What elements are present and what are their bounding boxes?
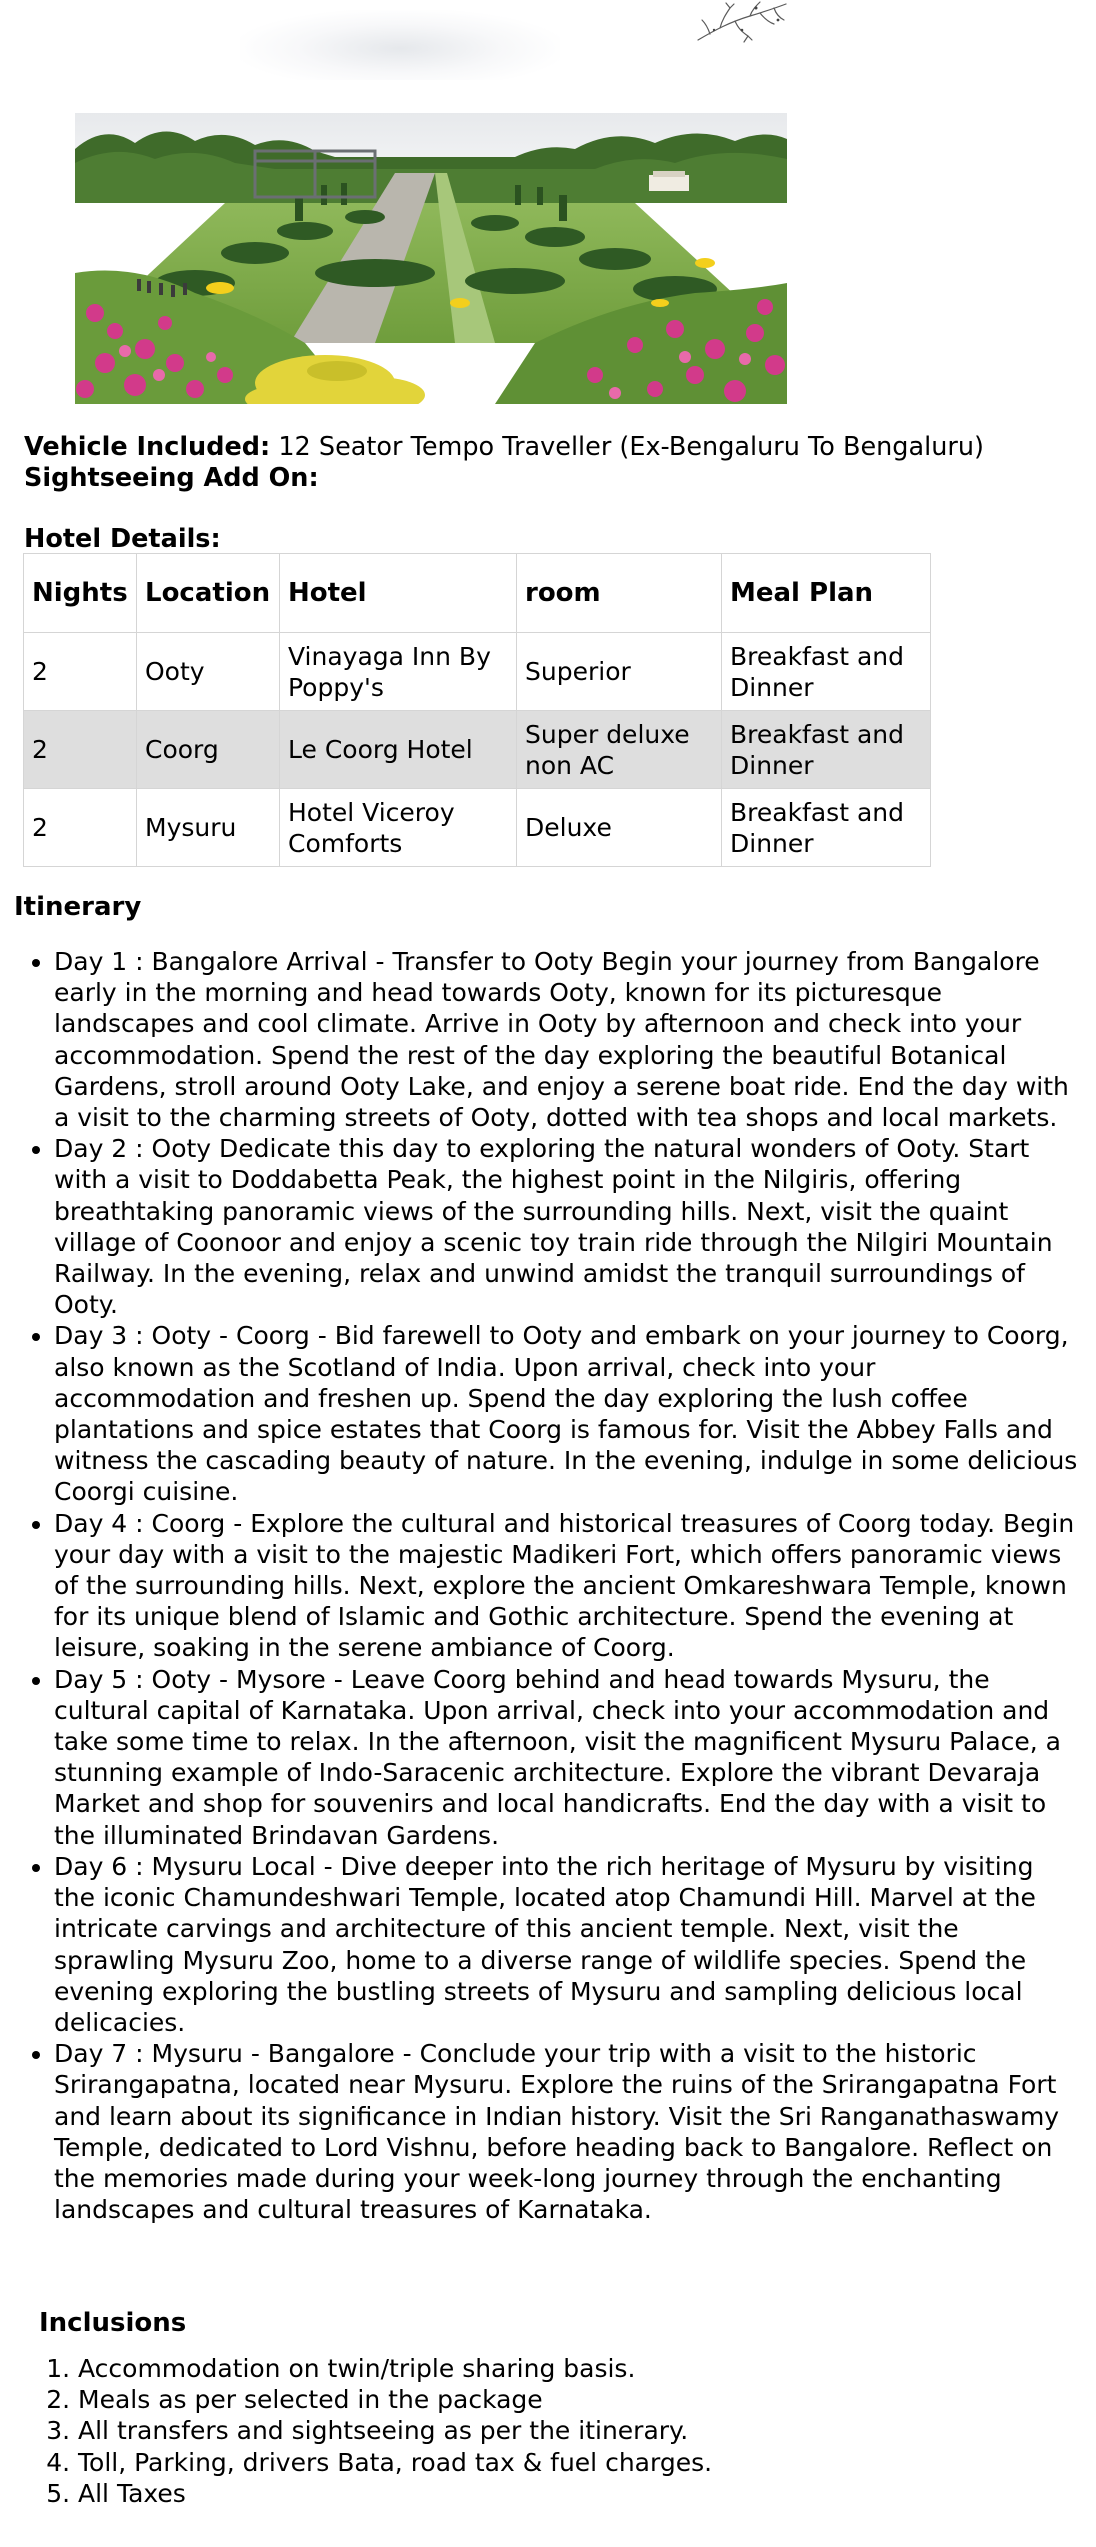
inclusions-list: [0, 2353, 1080, 2509]
inclusion-item: 1. Accommodation on twin/triple sharing basis.: [78, 2353, 1080, 2384]
top-decoration: [0, 0, 1096, 110]
column-header: Location: [137, 554, 280, 633]
table-cell: Mysuru: [137, 789, 280, 867]
column-header: room: [517, 554, 722, 633]
table-row: [24, 633, 931, 711]
garden-photo: [75, 113, 787, 404]
hotel-details-heading: Hotel Details:: [24, 524, 221, 554]
table-cell: Hotel Viceroy Comforts: [280, 789, 517, 867]
itinerary-day: • Day 1 : Bangalore Arrival - Transfer to Ooty Begin your journey from Bangalore early in the morning and head towards Ooty, known for its picturesque landscapes and cool climate. Arrive in Ooty by afternoon and check into your accommodation. Spend the rest of the day exploring the beautiful Botanical Gardens, stroll around Ooty Lake, and enjoy a serene boat ride. End the day with a visit to the charming streets of Ooty, dotted with tea shops and local markets.: [54, 946, 1080, 1133]
table-row: [24, 711, 931, 789]
sightseeing-label: Sightseeing Add On:: [24, 463, 319, 493]
itinerary-heading: Itinerary: [14, 892, 142, 922]
hotel-details-table: [23, 553, 931, 867]
inclusions-heading: Inclusions: [39, 2308, 187, 2338]
inclusion-item: 5. All Taxes: [78, 2478, 1080, 2509]
inclusion-item: 2. Meals as per selected in the package: [78, 2384, 1080, 2415]
itinerary-list: [0, 946, 1080, 2225]
table-cell: Breakfast and Dinner: [722, 633, 931, 711]
table-cell: Coorg: [137, 711, 280, 789]
table-row: [24, 789, 931, 867]
table-cell: Deluxe: [517, 789, 722, 867]
column-header: Hotel: [280, 554, 517, 633]
sightseeing-line: [24, 463, 1084, 494]
vehicle-line: [24, 432, 1084, 463]
table-cell: Breakfast and Dinner: [722, 711, 931, 789]
inclusion-item: 4. Toll, Parking, drivers Bata, road tax & fuel charges.: [78, 2447, 1080, 2478]
table-cell: Le Coorg Hotel: [280, 711, 517, 789]
table-cell: Breakfast and Dinner: [722, 789, 931, 867]
inclusion-item: 3. All transfers and sightseeing as per the itinerary.: [78, 2415, 1080, 2446]
vehicle-value: 12 Seator Tempo Traveller (Ex-Bengaluru To Bengaluru): [278, 432, 984, 462]
itinerary-day: • Day 2 : Ooty Dedicate this day to exploring the natural wonders of Ooty. Start with a visit to Doddabetta Peak, the highest point in the Nilgiris, offering breathtaking panoramic views of the surrounding hills. Next, visit the quaint village of Coonoor and enjoy a scenic toy train ride through the Nilgiri Mountain Railway. In the evening, relax and unwind amidst the tranquil surroundings of Ooty.: [54, 1133, 1080, 1320]
itinerary-day: • Day 6 : Mysuru Local - Dive deeper into the rich heritage of Mysuru by visiting the iconic Chamundeshwari Temple, located atop Chamundi Hill. Marvel at the intricate carvings and architecture of this ancient temple. Next, visit the sprawling Mysuru Zoo, home to a diverse range of wildlife species. Spend the evening exploring the bustling streets of Mysuru and sampling delicious local delicacies.: [54, 1851, 1080, 2038]
table-header-row: [24, 554, 931, 633]
table-cell: Vinayaga Inn By Poppy's: [280, 633, 517, 711]
itinerary-day: • Day 4 : Coorg - Explore the cultural and historical treasures of Coorg today. Begin your day with a visit to the majestic Madikeri Fort, which offers panoramic views of the surrounding hills. Next, explore the ancient Omkareshwara Temple, known for its unique blend of Islamic and Gothic architecture. Spend the evening at leisure, soaking in the serene ambiance of Coorg.: [54, 1508, 1080, 1664]
column-header: Meal Plan: [722, 554, 931, 633]
column-header: Nights: [24, 554, 137, 633]
table-cell: Ooty: [137, 633, 280, 711]
itinerary-day: • Day 7 : Mysuru - Bangalore - Conclude your trip with a visit to the historic Srirangapatna, located near Mysuru. Explore the ruins of the Srirangapatna Fort and learn about its significance in Indian history. Visit the Sri Ranganathaswamy Temple, dedicated to Lord Vishnu, before heading back to Bangalore. Reflect on the memories made during your week-long journey through the enchanting landscapes and cultural treasures of Karnataka.: [54, 2038, 1080, 2225]
itinerary-day: • Day 3 : Ooty - Coorg - Bid farewell to Ooty and embark on your journey to Coorg, also known as the Scotland of India. Upon arrival, check into your accommodation and freshen up. Spend the day exploring the lush coffee plantations and spice estates that Coorg is famous for. Visit the Abbey Falls and witness the cascading beauty of nature. In the evening, indulge in some delicious Coorgi cuisine.: [54, 1320, 1080, 1507]
table-cell: 2: [24, 789, 137, 867]
trip-info: [24, 432, 1084, 494]
vehicle-label: Vehicle Included:: [24, 432, 271, 462]
tree-branch-image: [690, 0, 790, 48]
itinerary-day: • Day 5 : Ooty - Mysore - Leave Coorg behind and head towards Mysuru, the cultural capital of Karnataka. Upon arrival, check into your accommodation and take some time to relax. In the afternoon, visit the magnificent Mysuru Palace, a stunning example of Indo-Saracenic architecture. Explore the vibrant Devaraja Market and shop for souvenirs and local handicrafts. End the day with a visit to the illuminated Brindavan Gardens.: [54, 1664, 1080, 1851]
cloud-image: [240, 10, 560, 80]
table-cell: Superior: [517, 633, 722, 711]
table-cell: Super deluxe non AC: [517, 711, 722, 789]
table-cell: 2: [24, 711, 137, 789]
table-cell: 2: [24, 633, 137, 711]
